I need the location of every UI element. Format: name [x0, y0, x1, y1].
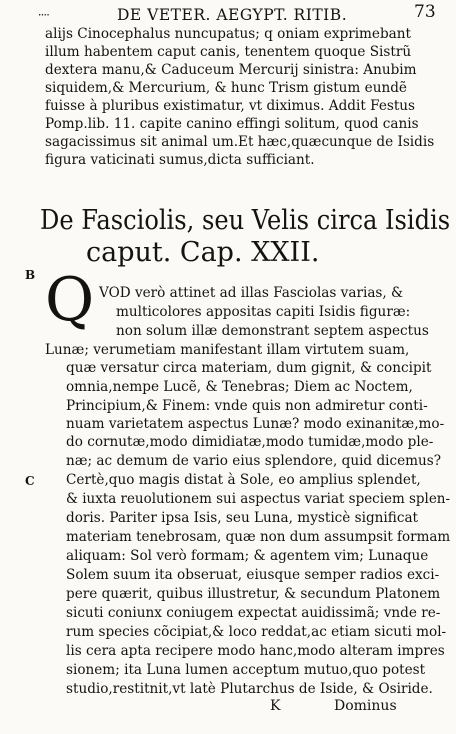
drop-cap: Q	[45, 265, 95, 335]
text-line: studio,restitnit,vt latè Plutarchus de Iside, & Osiride.	[66, 681, 433, 697]
text-line: Lunæ; verumetiam manifestant illam virtutem suam,	[45, 342, 410, 358]
text-line: VOD verò attinet ad illas Fasciolas varias, &	[99, 285, 404, 301]
text-line: doris. Pariter ipsa Isis, seu Luna, mysticè significat	[66, 510, 419, 526]
catchword: Dominus	[334, 698, 397, 714]
margin-letter-c: C	[25, 474, 35, 488]
text-line: & iuxta reuolutionem sui aspectus variat speciem splen-	[66, 491, 451, 507]
signature-mark: K	[270, 698, 281, 714]
text-line: figura vaticinati sumus,dicta sufficiant.	[45, 152, 315, 168]
text-line: quæ versatur circa materiam, dum gignit, & concipit	[66, 360, 432, 376]
text-line: Principium,& Finem: vnde quis non admiretur conti-	[66, 398, 428, 414]
corner-mark: ᠁	[36, 9, 49, 22]
page-number: 73	[414, 2, 436, 22]
text-line: sicuti coniunx coniugem expectat auidissimã; vnde re-	[66, 605, 441, 621]
text-line: multicolores appositas capiti Isidis figuræ:	[116, 304, 411, 320]
text-line: siquidem,& Mercurium, & hunc Trism gistum eundẽ	[45, 80, 407, 96]
chapter-title: De Fasciolis, seu Velis circa Isidis	[40, 205, 451, 236]
text-line: sionem; ita Luna lumen acceptum mutuo,quo potest	[66, 662, 426, 678]
text-line: lis cera apta recipere modo hanc,modo alteram impres	[66, 643, 445, 659]
running-title: DE VETER. AEGYPT. RITIB.	[117, 6, 348, 24]
text-line: materiam tenebrosam, quæ non dum assumpsit formam	[66, 529, 451, 545]
text-line: Pomp.lib. 11. capite canino effingi solitum, quod canis	[45, 116, 419, 132]
text-line: nuam varietatem aspectus Lunæ? modo exinanitæ,mo-	[66, 416, 445, 432]
text-line: do cornutæ,modo dimidiatæ,modo tumidæ,modo ple-	[66, 434, 434, 450]
text-line: pere quærit, quibus illustretur, & secundum Platonem	[66, 586, 441, 602]
text-line: sagacissimus sit animal um.Et hæc,quæcunque de Isidis	[45, 134, 435, 150]
text-line: rum species cõcipiat,& loco reddat,ac etiam sicuti mol-	[66, 624, 447, 640]
text-line: alijs Cinocephalus nuncupatus; q oniam exprimebant	[45, 26, 411, 42]
text-line: non solum illæ demonstrant septem aspectus	[116, 323, 429, 339]
text-line: illum habentem caput canis, tenentem quoque Sistrũ	[45, 44, 412, 60]
text-line: Certè,quo magis distat à Sole, eo amplius splendet,	[66, 472, 421, 488]
text-line: omnia,nempe Lucẽ, & Tenebras; Diem ac Noctem,	[66, 379, 413, 395]
margin-letter-b: B	[25, 268, 36, 282]
text-line: dextera manu,& Caduceum Mercurij sinistra: Anubim	[45, 62, 417, 78]
chapter-number: caput. Cap. XXII.	[86, 237, 320, 268]
text-line: aliquam: Sol verò formam; & agentem vim; Lunaque	[66, 548, 429, 564]
text-line: Solem suum ita obseruat, eiusque semper radios exci-	[66, 567, 440, 583]
text-line: næ; ac demum de vario eius splendore, quid dicemus?	[66, 453, 442, 469]
text-line: fuisse à pluribus existimatur, vt diximus. Addit Festus	[45, 98, 416, 114]
